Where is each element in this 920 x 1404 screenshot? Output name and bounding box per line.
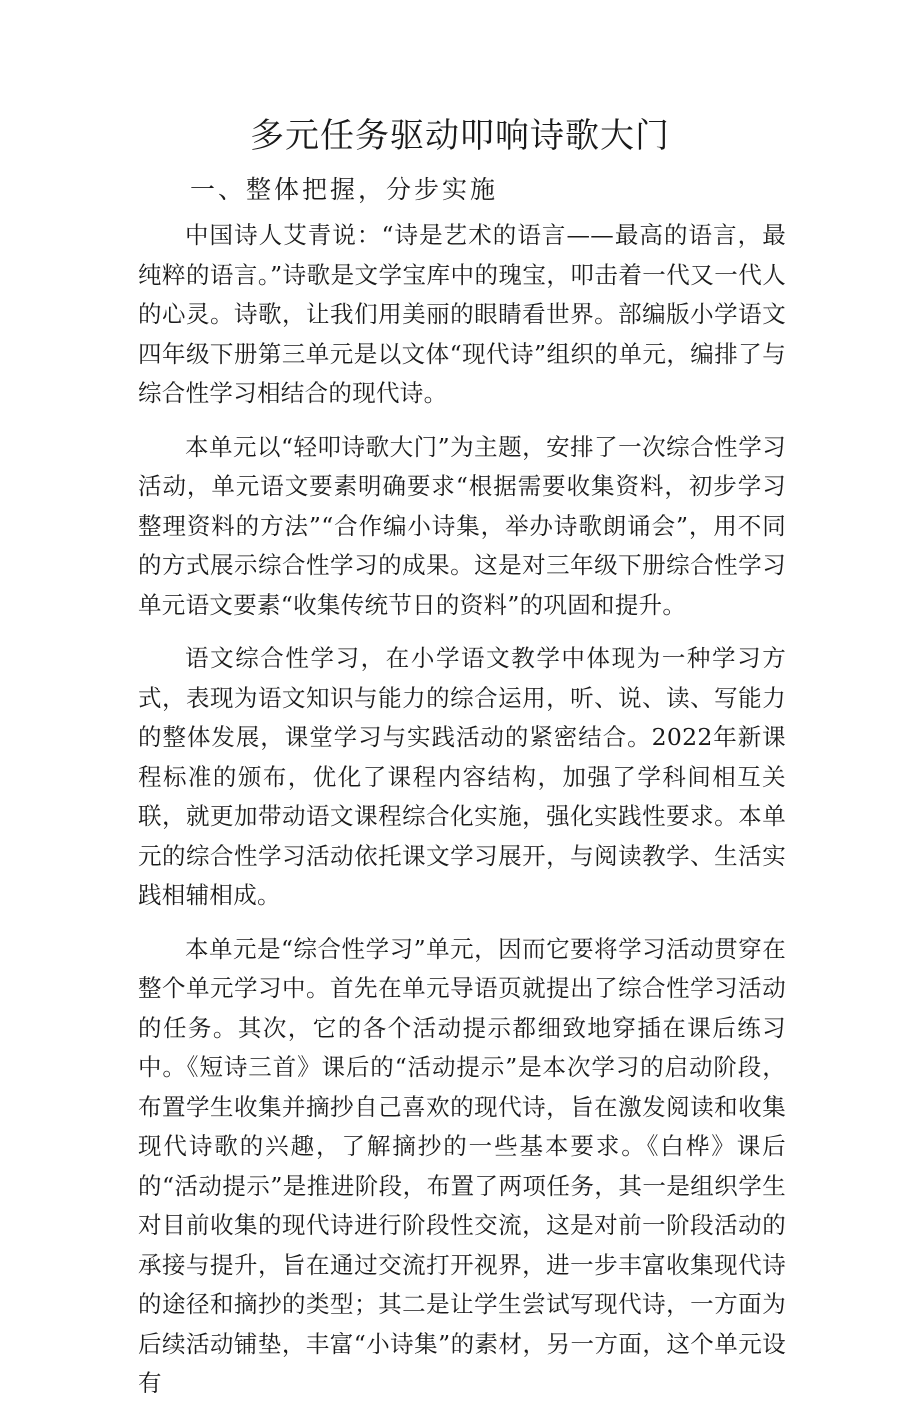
section-heading: 一、整体把握，分步实施	[190, 175, 499, 204]
paragraph: 中国诗人艾青说：“诗是艺术的语言——最高的语言，最纯粹的语言。”诗歌是文学宝库中的瑰宝，叩击着一代又一代人的心灵。诗歌，让我们用美丽的眼睛看世界。部编版小学语文四年级下册第三单元是以文体“现代诗”组织的单元，编排了与综合性学习相结合的现代诗。	[138, 221, 786, 407]
document-body	[138, 216, 786, 1404]
paragraph: 本单元以“轻叩诗歌大门”为主题，安排了一次综合性学习活动，单元语文要素明确要求“根据需要收集资料，初步学习整理资料的方法”“合作编小诗集，举办诗歌朗诵会”，用不同的方式展示综合性学习的成果。这是对三年级下册综合性学习单元语文要素“收集传统节日的资料”的巩固和提升。	[138, 432, 786, 619]
document-title: 多元任务驱动叩响诗歌大门	[250, 116, 670, 156]
paragraph: 语文综合性学习，在小学语文教学中体现为一种学习方式，表现为语文知识与能力的综合运用，听、说、读、写能力的整体发展，课堂学习与实践活动的紧密结合。2022年新课程标准的颁布，优化了课程内容结构，加强了学科间相互关联，就更加带动语文课程综合化实施，强化实践性要求。本单元的综合性学习活动依托课文学习展开，与阅读教学、生活实践相辅相成。	[138, 644, 786, 909]
paragraph: 本单元是“综合性学习”单元，因而它要将学习活动贯穿在整个单元学习中。首先在单元导语页就提出了综合性学习活动的任务。其次，它的各个活动提示都细致地穿插在课后练习中。《短诗三首》课后的“活动提示”是本次学习的启动阶段，布置学生收集并摘抄自己喜欢的现代诗，旨在激发阅读和收集现代诗歌的兴趣，了解摘抄的一些基本要求。《白桦》课后的“活动提示”是推进阶段，布置了两项任务，其一是组织学生对目前收集的现代诗进行阶段性交流，这是对前一阶段活动的承接与提升，旨在通过交流打开视界，进一步丰富收集现代诗的途径和摘抄的类型；其二是让学生尝试写现代诗，一方面为后续活动铺垫，丰富“小诗集”的素材，另一方面，这个单元设有	[138, 934, 786, 1397]
